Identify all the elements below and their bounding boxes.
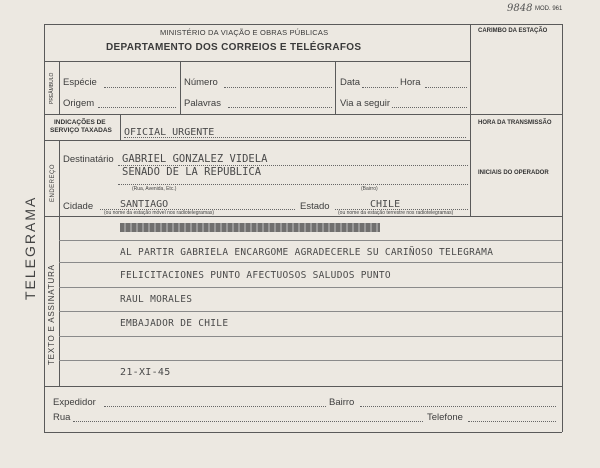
origem-label: Origem (63, 98, 95, 109)
department-title: DEPARTAMENTO DOS CORREIOS E TELÉGRAFOS (106, 42, 362, 53)
text-bottom-line (44, 386, 562, 387)
estado-hint: (ou nome da estação terrestre nos radiotelegramas) (338, 210, 454, 216)
service-bottom-line (44, 140, 470, 141)
bairro-field (360, 406, 556, 407)
preamble-divider-2 (335, 61, 336, 114)
address-side-divider (59, 140, 60, 216)
destinatario-value: GABRIEL GONZALEZ VIDELA (122, 153, 268, 165)
frame-top (44, 24, 562, 25)
palavras-field (228, 107, 332, 108)
preamble-bottom-line (44, 114, 562, 115)
hora-transmissao-label: HORA DA TRANSMISSÃO (478, 120, 552, 126)
especie-field (104, 87, 176, 88)
text-rule-6 (59, 360, 562, 361)
destinatario-label: Destinatário (63, 154, 114, 165)
preamble-divider-1 (180, 61, 181, 114)
message-line-2: FELICITACIONES PUNTO AFECTUOSOS SALUDOS PUNTO (120, 270, 391, 281)
text-rule-1 (59, 240, 562, 241)
service-value: OFICIAL URGENTE (124, 127, 215, 138)
message-line-3: RAUL MORALES (120, 294, 193, 305)
especie-label: Espécie (63, 77, 97, 88)
expedidor-label: Expedidor (53, 397, 96, 408)
palavras-label: Palavras (184, 98, 221, 109)
street-value: SENADO DE LA REPUBLICA (122, 166, 262, 178)
text-rule-5 (59, 336, 562, 337)
bairro-hint: (Bairro) (361, 186, 378, 192)
form-code: MOD. 961 (535, 6, 563, 12)
message-line-4: EMBAJADOR DE CHILE (120, 318, 229, 329)
handwritten-number: 9848 (507, 3, 533, 14)
cidade-value: SANTIAGO (120, 199, 169, 210)
ministry-title: MINISTÉRIO DA VIAÇÃO E OBRAS PÚBLICAS (160, 28, 329, 37)
preamble-side-divider (59, 61, 60, 114)
cidade-hint: (ou nome da estação móvel nos radiotelegramas) (104, 210, 215, 216)
via-label: Via a seguir (340, 98, 390, 109)
text-top-line (44, 216, 562, 217)
origem-field (98, 107, 176, 108)
frame-bottom (44, 432, 562, 433)
frame-right (562, 24, 563, 432)
street-hint: (Rua, Avenida, Etc.) (132, 186, 177, 192)
data-field (362, 87, 398, 88)
cidade-label: Cidade (63, 201, 94, 212)
preambulo-label: PREÂMBULO (49, 72, 55, 104)
estado-value: CHILE (370, 199, 401, 210)
rua-field (73, 421, 423, 422)
via-field (392, 107, 467, 108)
endereco-label: ENDEREÇO (50, 163, 56, 202)
estado-label: Estado (300, 201, 330, 212)
message-date: 21-XI-45 (120, 367, 171, 378)
hora-field (425, 87, 467, 88)
service-label-line1: INDICAÇÕES DE (54, 119, 106, 126)
numero-field (224, 87, 332, 88)
service-divider (120, 114, 121, 140)
station-stamp-label: CARIMBO DA ESTAÇÃO (478, 28, 548, 34)
message-line-1: AL PARTIR GABRIELA ENCARGOME AGRADECERLE SU CARIÑOSO TELEGRAMA (120, 247, 494, 258)
struck-out-line (120, 223, 380, 232)
hora-label: Hora (400, 77, 421, 88)
telegrama-side-label: TELEGRAMA (22, 195, 38, 300)
street-field (118, 184, 468, 185)
telefone-label: Telefone (427, 412, 463, 423)
preamble-top-line (44, 61, 470, 62)
bairro-label: Bairro (329, 397, 355, 408)
texto-assinatura-label: TEXTO E ASSINATURA (47, 264, 56, 365)
text-rule-2 (59, 262, 562, 263)
expedidor-field (104, 406, 326, 407)
service-label-line2: SERVIÇO TAXADAS (50, 127, 112, 134)
service-field (124, 137, 466, 138)
iniciais-operador-label: INICIAIS DO OPERADOR (478, 170, 549, 176)
telefone-field (468, 421, 556, 422)
right-column-divider (470, 24, 471, 216)
numero-label: Número (184, 77, 218, 88)
text-rule-3 (59, 287, 562, 288)
frame-left (44, 24, 45, 432)
text-rule-4 (59, 311, 562, 312)
rua-label: Rua (53, 412, 71, 423)
data-label: Data (340, 77, 361, 88)
